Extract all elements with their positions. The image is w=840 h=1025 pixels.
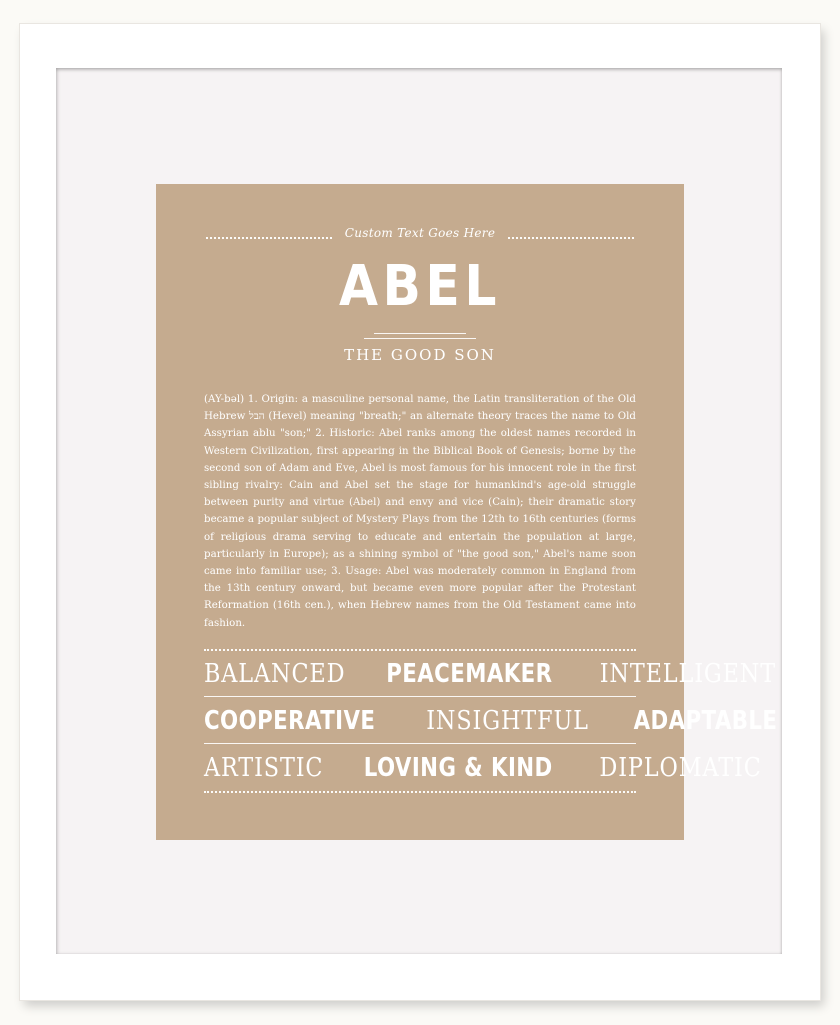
title-underline-bottom [364, 338, 476, 339]
name-title: ABEL [339, 254, 501, 319]
trait-row-3 [204, 751, 762, 785]
trait: PEACEMAKER [386, 659, 553, 689]
trait: ARTISTIC [204, 753, 324, 783]
name-meaning: THE GOOD SON [344, 346, 496, 364]
trait: INSIGHTFUL [426, 706, 589, 736]
trait: COOPERATIVE [204, 706, 376, 736]
dotted-rule-traits-bottom [204, 791, 636, 793]
title-underline-top [374, 333, 466, 334]
trait-divider [204, 696, 636, 697]
trait: INTELLIGENT [599, 659, 777, 689]
name-print [156, 184, 778, 840]
trait: BALANCED [204, 659, 346, 689]
name-definition: (AY-bəl) 1. Origin: a masculine personal name, the Latin transliteration of the Old Hebrew הבל (Hevel) meaning "breath;" an alternate theory traces the name to Old Assyrian ablu "son;" 2. Historic: Abel ranks among the oldest names recorded in Western Civilization, first appearing in the Biblical Book of Genesis; borne by the second son of Adam and Eve, Abel is most famous for his innocent role in the first sibling rivalry: Cain and Abel set the stage for humankind's age-old struggle between purity and virtue (Abel) and envy and vice (Cain); their dramatic story became a popular subject of Mystery Plays from the 12th to 16th centuries (forms of religious drama serving to educate and entertain the population at large, particularly in Europe); as a shining symbol of "the good son," Abel's name soon came into familiar use; 3. Usage: Abel was moderately common in England from the 13th century onward, but became even more popular after the Protestant Reformation (16th cen.), when Hebrew names from the Old Testament came into fashion. [204, 394, 636, 629]
dotted-rule-traits-top [204, 649, 636, 651]
trait-divider [204, 743, 636, 744]
trait-row-1 [204, 657, 777, 691]
dotted-rule-right [508, 237, 634, 239]
trait: ADAPTABLE [633, 706, 778, 736]
custom-text: Custom Text Goes Here [344, 226, 496, 240]
trait: DIPLOMATIC [599, 753, 762, 783]
trait: LOVING & KIND [363, 753, 553, 783]
trait-row-2 [204, 704, 778, 738]
